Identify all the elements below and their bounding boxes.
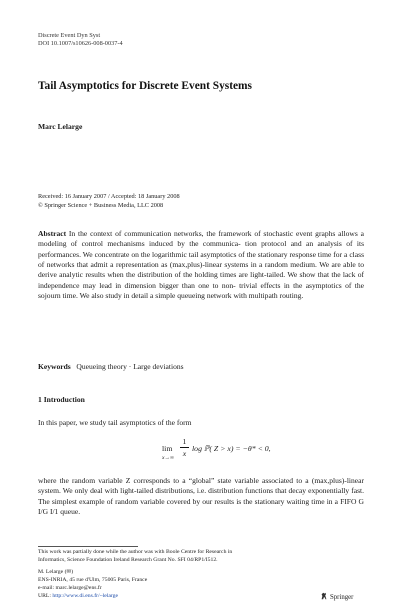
keywords xyxy=(38,362,184,371)
abstract-line: show that the lack of independence may lead in dimension bigger than one to non- xyxy=(38,270,364,290)
section-heading: 1 Introduction xyxy=(38,395,85,404)
author-url-link[interactable]: http://www.di.ens.fr/~lelarge xyxy=(52,593,119,599)
url-label: URL: xyxy=(38,593,53,599)
equation-lim: lim xyxy=(162,444,173,453)
equation-body: log ℙ( Z > x) = −θ* < 0, xyxy=(192,444,271,453)
fraction-numerator: 1 xyxy=(182,437,187,446)
abstract-line: trivial effects in the asymptotics of the sojourn time. We also study in detail a simple xyxy=(38,280,365,301)
author-url-line xyxy=(38,593,118,600)
abstract-line: queueing network with multipath routing. xyxy=(177,291,304,301)
fraction-bar xyxy=(180,447,189,448)
footnote-rule xyxy=(38,546,138,547)
fraction-denominator: x xyxy=(182,449,187,458)
journal-name: Discrete Event Dyn Syst xyxy=(38,32,101,39)
abstract-line: event graphs allows a modeling of control mechanisms induced by the communica- xyxy=(38,229,364,249)
author-contact-line: M. Lelarge (✉) xyxy=(38,569,74,575)
copyright-line: © Springer Science + Business Media, LLC 2008 xyxy=(38,202,164,209)
publisher-logo xyxy=(320,592,353,601)
footnote-note-line: Informatics, Science Foundation Ireland Research Grant No. SFI 04/RP1/I512. xyxy=(38,557,218,563)
body-line: functions that decay exponentially fast. The simplest example of random variable xyxy=(38,486,364,506)
abstract-line: a representation as (max,plus)-linear systems in a random medium. We are able to xyxy=(110,260,364,270)
equation-lim-subscript: x→∞ xyxy=(162,455,174,461)
body-line: covered by our results is the stationary waiting time in a FIFO G I/G I/1 queue. xyxy=(38,496,364,517)
abstract-line: derive analytic results when the distribution of the holding times are light-tailed. We xyxy=(38,270,298,280)
keyword: Large deviations xyxy=(133,362,184,371)
publisher-name: Springer xyxy=(330,594,354,601)
body-paragraph xyxy=(38,476,364,517)
doi: DOI 10.1007/s10626-008-0037-4 xyxy=(38,40,123,47)
keyword: Queueing theory xyxy=(76,362,127,371)
author-name: Marc Lelarge xyxy=(38,122,83,131)
intro-sentence: In this paper, we study tail asymptotics of the form xyxy=(38,418,192,427)
tail-asymptotics-equation xyxy=(162,435,302,469)
body-line: (max,plus)-linear system. We only deal with light-tailed distributions, i.e. distribution xyxy=(38,476,364,496)
abstract-line: tail asymptotics of the stationary response time for a class of networks that admit xyxy=(38,249,364,270)
abstract-label: Abstract xyxy=(38,229,67,238)
footnote-note-line: This work was partially done while the author was with Boole Centre for Research in xyxy=(38,549,233,555)
equation-fraction xyxy=(180,437,189,458)
received-accepted-dates: Received: 16 January 2007 / Accepted: 18 January 2008 xyxy=(38,193,180,200)
abstract-line: In the context of communication networks, the framework of stochastic xyxy=(68,229,294,238)
paper-title: Tail Asymptotics for Discrete Event Systems xyxy=(38,80,252,92)
springer-horse-icon xyxy=(320,592,328,600)
author-address-line: ENS-INRIA, 45 rue d'Ulm, 75005 Paris, France xyxy=(38,577,148,583)
keyword-separator: · xyxy=(128,362,132,371)
author-email-line: e-mail: marc.lelarge@ens.fr xyxy=(38,585,102,591)
abstract xyxy=(38,229,364,301)
abstract-line: tion protocol and an analysis of its performances. We concentrate on the logarithmic xyxy=(38,239,365,259)
body-line: where the random variable Z corresponds to a “global” state variable associated to a xyxy=(38,476,309,485)
keywords-label: Keywords xyxy=(38,362,71,371)
